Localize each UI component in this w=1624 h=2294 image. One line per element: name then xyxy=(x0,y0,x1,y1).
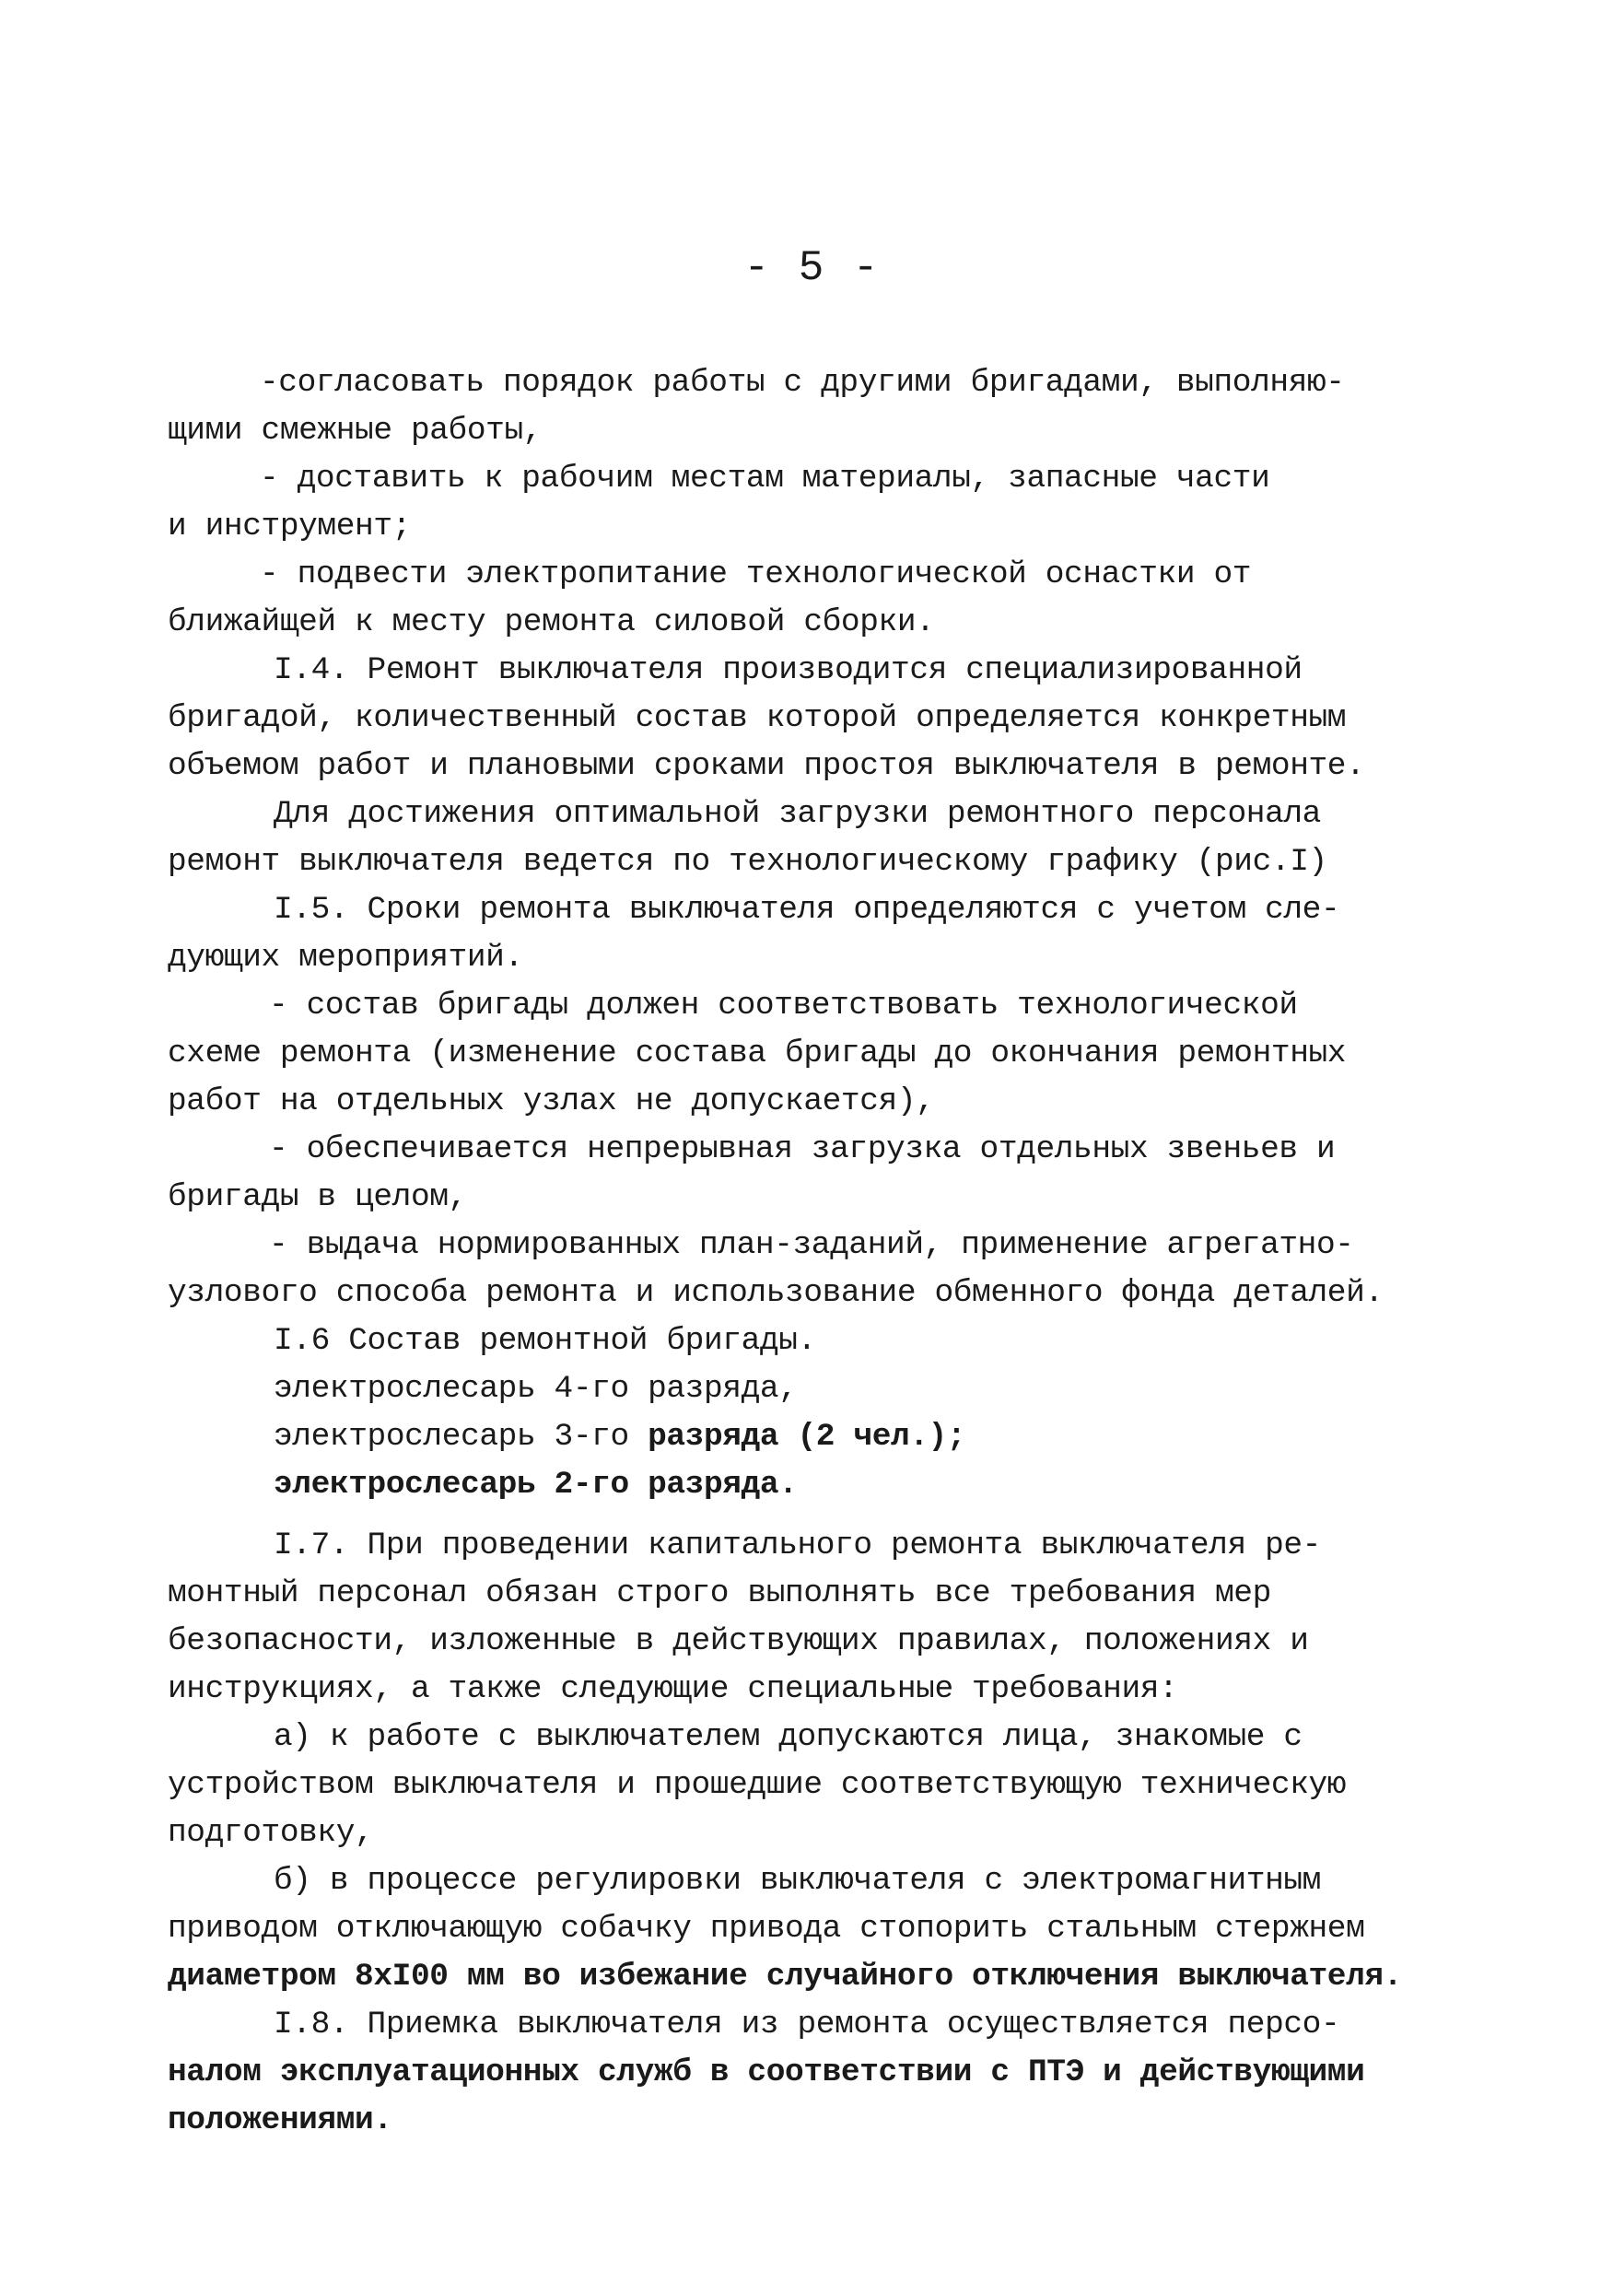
text-line: I.8. Приемка выключателя из ремонта осуществляется персо- xyxy=(274,2007,1340,2042)
text-line: Для достижения оптимальной загрузки ремонтного персонала xyxy=(274,796,1321,832)
text-line: диаметром 8хI00 мм во избежание случайного отключения выключателя. xyxy=(168,1959,1403,1995)
text-line: б) в процессе регулировки выключателя с электромагнитным xyxy=(274,1863,1321,1899)
text-line: узлового способа ремонта и использование обменного фонда деталей. xyxy=(168,1275,1384,1311)
text-line xyxy=(168,1413,1457,1461)
text-line: I.5. Сроки ремонта выключателя определяются с учетом сле- xyxy=(274,892,1340,928)
text-line: а) к работе с выключателем допускаются лица, знакомые с xyxy=(274,1719,1303,1755)
text-line: бригады в целом, xyxy=(168,1179,467,1215)
text-fragment: электрослесарь 3-го xyxy=(274,1419,648,1455)
text-line: устройством выключателя и прошедшие соответствующую техническую xyxy=(168,1767,1347,1803)
text-line: -согласовать порядок работы с другими бригадами, выполняю- xyxy=(260,365,1345,401)
text-line: I.4. Ремонт выключателя производится специализированной xyxy=(274,652,1303,688)
text-line: щими смежные работы, xyxy=(168,413,543,449)
document-body xyxy=(168,359,1457,2145)
text-line: - доставить к рабочим местам материалы, запасные части xyxy=(260,461,1270,497)
text-line: бригадой, количественный состав которой определяется конкретным xyxy=(168,700,1347,736)
text-line: электрослесарь 4-го разряда, xyxy=(274,1371,798,1407)
text-line: - состав бригады должен соответствовать технологической xyxy=(269,988,1298,1024)
text-line: и инструмент; xyxy=(168,509,411,544)
text-line: дующих мероприятий. xyxy=(168,940,523,976)
text-line: монтный персонал обязан строго выполнять все требования мер xyxy=(168,1575,1271,1611)
text-line: безопасности, изложенные в действующих правилах, положениях и xyxy=(168,1623,1309,1659)
text-line: приводом отключающую собачку привода стопорить стальным стержнем xyxy=(168,1911,1365,1947)
text-line: работ на отдельных узлах не допускается), xyxy=(168,1083,935,1119)
bold-fragment: разряда (2 чел.); xyxy=(648,1419,966,1455)
text-line: схеме ремонта (изменение состава бригады до окончания ремонтных xyxy=(168,1036,1347,1071)
text-line: - выдача нормированных план-заданий, применение агрегатно- xyxy=(269,1227,1354,1263)
text-line: инструкциях, а также следующие специальные требования: xyxy=(168,1671,1178,1707)
page-number: - 5 - xyxy=(743,244,881,292)
text-line: электрослесарь 2-го разряда. xyxy=(274,1467,798,1503)
text-line: объемом работ и плановыми сроками простоя выключателя в ремонте. xyxy=(168,748,1365,784)
text-line: ближайщей к месту ремонта силовой сборки. xyxy=(168,604,935,640)
text-line: ремонт выключателя ведется по технологическому графику (рис.I) xyxy=(168,844,1327,880)
text-line: положениями. xyxy=(168,2102,392,2138)
text-line: I.7. При проведении капитального ремонта выключателя ре- xyxy=(274,1527,1321,1563)
text-line: подготовку, xyxy=(168,1815,374,1851)
text-line: - обеспечивается непрерывная загрузка отдельных звеньев и xyxy=(269,1131,1336,1167)
text-line: налом эксплуатационных служб в соответствии с ПТЭ и действующими xyxy=(168,2054,1365,2090)
text-line: I.6 Состав ремонтной бригады. xyxy=(274,1323,816,1359)
text-line: - подвести электропитание технологической оснастки от xyxy=(260,556,1252,592)
